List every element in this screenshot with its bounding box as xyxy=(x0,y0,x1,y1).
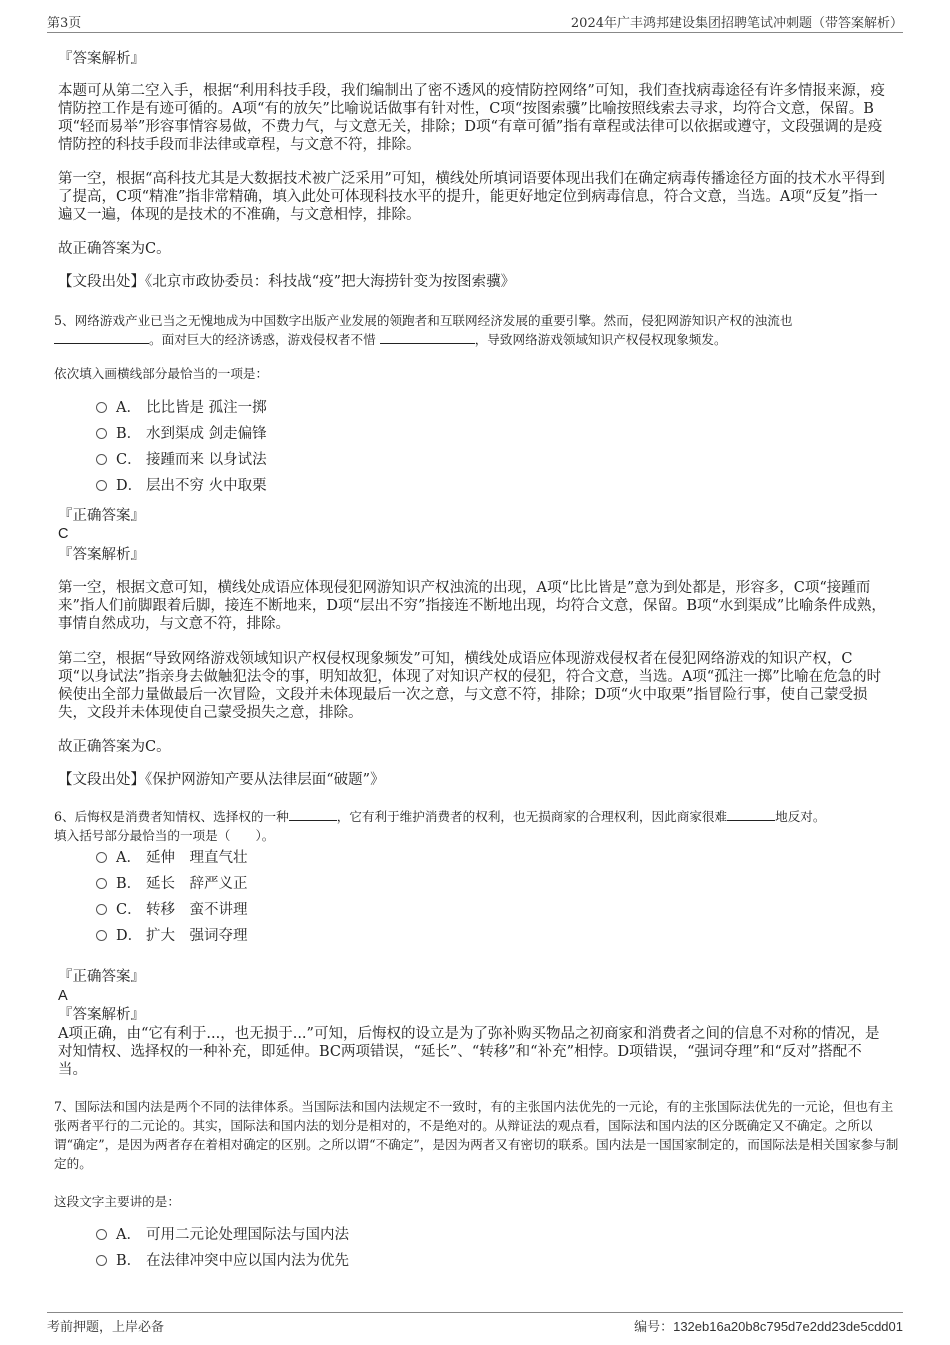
q7-prompt: 这段文字主要讲的是： xyxy=(54,1194,180,1209)
q5-option-a[interactable]: A． 比比皆是 孤注一掷 xyxy=(96,398,267,418)
q6-stem: 6、后悔权是消费者知情权、选择权的一种 ，它有利于维护消费者的权利，也无损商家的合理权利，因此商家很难 地反对。 xyxy=(54,809,826,824)
q5-blank-2 xyxy=(380,330,475,344)
q5-analysis-para2: 第二空，根据“导致网络游戏领域知识产权侵权现象频发”可知，横线处成语应体现游戏侵权者在侵犯网络游戏的知识产权，C项“以身试法”指亲身去做触犯法令的事，明知故犯，体现了对知识产权的侵犯，符合文意，当选。A项“孤注一掷”比喻在危急的时候使出全部力量做最后一次冒险，文段并未体现最后一次之意，与文意不符，排除；D项“火中取栗”指冒险行事，使自己蒙受损失，文段并未体现使自己蒙受损失之意，排除。 xyxy=(58,651,882,721)
q6-answer: A xyxy=(58,988,68,1004)
q5-answer-label: 『正确答案』 xyxy=(58,508,145,524)
page-header xyxy=(47,12,903,33)
q4-analysis-para1: 本题可从第二空入手，根据“利用科技手段，我们编制出了密不透风的疫情防控网络”可知，我们查找病毒途径有许多情报来源，疫情防控工作是有迹可循的。A项“有的放矢”比喻说话做事有针对性，C项“按图索骥”比喻按照线索去寻求，均符合文意，保留。B项“轻而易举”形容事情容易做，不费力气，与文意无关，排除；D项“有章可循”指有章程或法律可以依据或遵守，文段强调的是疫情防控的科技手段而非法律或章程，与文意不符，排除。 xyxy=(58,83,885,153)
radio-icon[interactable] xyxy=(96,930,107,941)
q6-blank-2 xyxy=(727,809,775,821)
q4-source: 【文段出处】《北京市政协委员：科技战“疫”把大海捞针变为按图索骥》 xyxy=(58,274,516,290)
radio-icon[interactable] xyxy=(96,454,107,465)
q6-option-b[interactable]: B． 延长 辞严义正 xyxy=(96,874,248,894)
q5-analysis-label: 『答案解析』 xyxy=(58,547,145,563)
page-number: 第3页 xyxy=(47,16,82,31)
page-footer xyxy=(47,1312,903,1336)
q4-analysis-label: 『答案解析』 xyxy=(58,51,145,67)
q5-answer: C xyxy=(58,526,69,542)
q5-stem: 5、网络游戏产业已当之无愧地成为中国数字出版产业发展的领跑者和互联网经济发展的重要引擎。然而，侵犯网游知识产权的浊流也 。面对巨大的经济诱惑，游戏侵权者不惜 ，导致网络游戏领域知识产权侵权现象频发。 xyxy=(54,313,793,347)
radio-icon[interactable] xyxy=(96,428,107,439)
q5-prompt: 依次填入画横线部分最恰当的一项是： xyxy=(54,366,269,381)
radio-icon[interactable] xyxy=(96,1229,107,1240)
q6-analysis-para1: A项正确，由“它有利于...，也无损于...”可知，后悔权的设立是为了弥补购买物品之初商家和消费者之间的信息不对称的情况，是对知情权、选择权的一种补充，即延伸。BC两项错误，“延长”、“转移”和“补充”相悖。D项错误，“强词夺理”和“反对”搭配不当。 xyxy=(58,1026,880,1078)
radio-icon[interactable] xyxy=(96,1255,107,1266)
radio-icon[interactable] xyxy=(96,852,107,863)
footer-slogan: 考前押题，上岸必备 xyxy=(47,1320,165,1335)
q6-analysis-label: 『答案解析』 xyxy=(58,1007,145,1023)
q5-option-b[interactable]: B． 水到渠成 剑走偏锋 xyxy=(96,424,267,444)
radio-icon[interactable] xyxy=(96,402,107,413)
q4-conclusion: 故正确答案为C。 xyxy=(58,241,171,257)
footer-code: 编号：132eb16a20b8c795d7e2dd23de5cdd01 xyxy=(634,1319,903,1335)
q7-stem: 7、国际法和国内法是两个不同的法律体系。当国际法和国内法规定不一致时，有的主张国内法优先的一元论，有的主张国际法优先的一元论，但也有主张两者平行的二元论的。其实，国际法和国内法的划分是相对的，不是绝对的。从辩证法的观点看，国际法和国内法的区分既确定又不确定。之所以谓“确定”，是因为两者存在着相对确定的区别。之所以谓“不确定”，是因为两者又有密切的联系。国内法是一国国家制定的，而国际法是相关国家参与制定的。 xyxy=(54,1099,899,1171)
radio-icon[interactable] xyxy=(96,904,107,915)
document-title: 2024年广丰鸿邦建设集团招聘笔试冲刺题（带答案解析） xyxy=(570,16,903,31)
q6-option-a[interactable]: A． 延伸 理直气壮 xyxy=(96,848,248,868)
q5-analysis-para1: 第一空，根据文意可知，横线处成语应体现侵犯网游知识产权浊流的出现，A项“比比皆是”意为到处都是，形容多，C项“接踵而来”指人们前脚跟着后脚，接连不断地来，D项“层出不穷”指接连不断地出现，均符合文意，保留。B项“水到渠成”比喻条件成熟，事情自然成功，与文意不符，排除。 xyxy=(58,580,886,632)
q4-analysis-para2: 第一空，根据“高科技尤其是大数据技术被广泛采用”可知，横线处所填词语要体现出我们在确定病毒传播途径方面的技术水平得到了提高，C项“精准”指非常精确，填入此处可体现科技水平的提升，能更好地定位到病毒信息，符合文意，当选。A项“反复”指一遍又一遍，体现的是技术的不准确，与文意相悖，排除。 xyxy=(58,171,885,223)
q7-option-b[interactable]: B． 在法律冲突中应以国内法为优先 xyxy=(96,1251,349,1271)
q6-blank-1 xyxy=(289,809,337,821)
q6-answer-label: 『正确答案』 xyxy=(58,969,145,985)
q5-source: 【文段出处】《保护网游知产要从法律层面“破题”》 xyxy=(58,772,385,788)
q7-option-a[interactable]: A． 可用二元论处理国际法与国内法 xyxy=(96,1225,349,1245)
radio-icon[interactable] xyxy=(96,878,107,889)
q5-blank-1 xyxy=(54,330,149,344)
q5-option-d[interactable]: D． 层出不穷 火中取栗 xyxy=(96,476,267,496)
q5-conclusion: 故正确答案为C。 xyxy=(58,739,171,755)
q6-option-d[interactable]: D． 扩大 强词夺理 xyxy=(96,926,248,946)
q6-prompt: 填入括号部分最恰当的一项是（ ）。 xyxy=(54,828,275,843)
radio-icon[interactable] xyxy=(96,480,107,491)
q6-option-c[interactable]: C． 转移 蛮不讲理 xyxy=(96,900,248,920)
q5-option-c[interactable]: C． 接踵而来 以身试法 xyxy=(96,450,267,470)
